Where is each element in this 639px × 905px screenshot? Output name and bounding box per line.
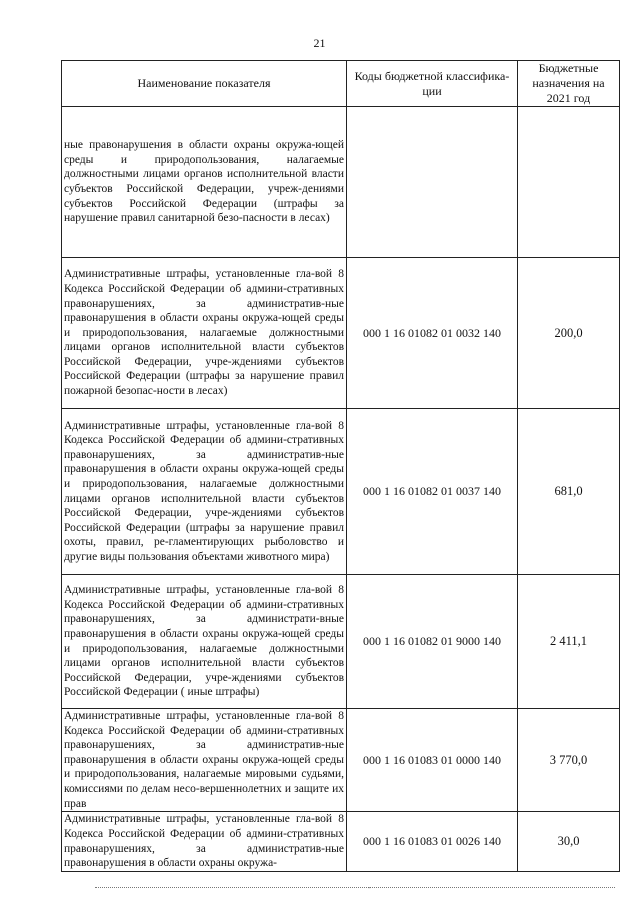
row-name: Административные штрафы, установленные гла-вой 8 Кодекса Российской Федерации об админи-стративных правонарушениях, за административ-ные правонарушения в области охраны окружа-ющей среды и природопользования, налагаемые должностными лицами органов исполнительной власти субъектов Российской Федерации, учре-ждениями субъектов Российской Федерации (штрафы за нарушение правил охоты, правил, ре-гламентирующих рыболовство и другие виды пользования объектами животного мира): [62, 409, 347, 575]
row-amount: 30,0: [518, 812, 620, 872]
header-code: Коды бюджетной классифика-ции: [347, 61, 518, 107]
row-name: Административные штрафы, установленные гла-вой 8 Кодекса Российской Федерации об админи-стративных правонарушениях, за административ-ные правонарушения в области охраны окружа-ющей среды и природопользования, налагаемые мировыми судьями, комиссиями по делам несо-вершеннолетних и защите их прав: [62, 709, 347, 812]
footer-mark: -: [368, 883, 371, 892]
row-amount: 681,0: [518, 409, 620, 575]
footer-divider: [95, 887, 615, 888]
row-code: 000 1 16 01083 01 0000 140: [347, 709, 518, 812]
row-name: Административные штрафы, установленные гла-вой 8 Кодекса Российской Федерации об админи-стративных правонарушениях, за администрати-вные правонарушения в области охраны окружа-ющей среды и природопользования, налагаемые должностными лицами органов исполнительной власти субъектов Российской Федерации, учре-ждениями субъектов Российской Федерации ( иные штрафы): [62, 575, 347, 709]
row-code: [347, 107, 518, 258]
row-code: 000 1 16 01083 01 0026 140: [347, 812, 518, 872]
header-amount: Бюджетные назначения на 2021 год: [518, 61, 620, 107]
row-amount: 3 770,0: [518, 709, 620, 812]
table-row: [62, 709, 620, 812]
row-amount: 2 411,1: [518, 575, 620, 709]
page-number: 21: [313, 36, 326, 50]
row-code: 000 1 16 01082 01 0032 140: [347, 258, 518, 409]
row-code: 000 1 16 01082 01 9000 140: [347, 575, 518, 709]
row-code: 000 1 16 01082 01 0037 140: [347, 409, 518, 575]
table-row: [62, 409, 620, 575]
header-name: Наименование показателя: [62, 61, 347, 107]
table-header-row: [62, 61, 620, 107]
row-name: Административные штрафы, установленные гла-вой 8 Кодекса Российской Федерации об админи-стративных правонарушениях, за административ-ные правонарушения в области охраны окружа-ющей среды и природопользования, налагаемые должностными лицами органов исполнительной власти субъектов Российской Федерации, учре-ждениями субъектов Российской Федерации (штрафы за нарушение правил пожарной безопас-ности в лесах): [62, 258, 347, 409]
budget-table: [61, 60, 620, 872]
row-amount: [518, 107, 620, 258]
table-row: [62, 812, 620, 872]
row-amount: 200,0: [518, 258, 620, 409]
table-row: [62, 107, 620, 258]
row-name: Административные штрафы, установленные гла-вой 8 Кодекса Российской Федерации об админи-стративных правонарушениях, за административ-ные правонарушения в области охраны окружа-: [62, 812, 347, 872]
table-row: [62, 258, 620, 409]
table-row: [62, 575, 620, 709]
row-name: ные правонарушения в области охраны окружа-ющей среды и природопользования, налагаемые должностными лицами органов исполнительной власти субъектов Российской Федерации, учреж-дениями субъектов Российской Федерации (штрафы за нарушение правил санитарной безо-пасности в лесах): [62, 107, 347, 258]
